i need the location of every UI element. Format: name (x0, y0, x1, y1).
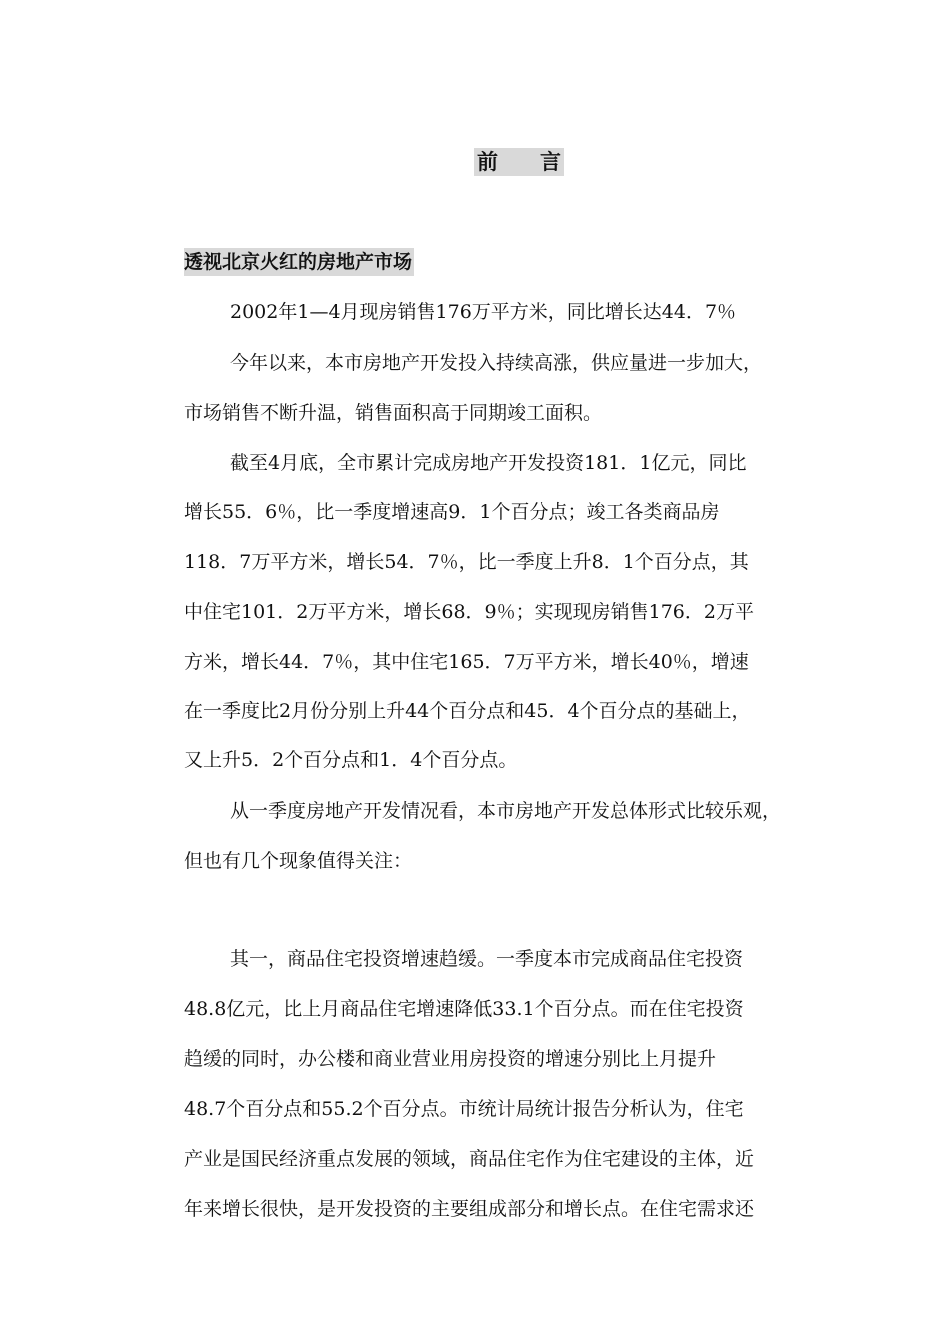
paragraph-line: 从一季度房地产开发情况看，本市房地产开发总体形式比较乐观， (230, 800, 782, 822)
section-heading: 透视北京火红的房地产市场 (184, 248, 414, 276)
paragraph-line: 年来增长很快，是开发投资的主要组成部分和增长点。在住宅需求还 (184, 1198, 755, 1220)
paragraph-line: 方米，增长44．7％，其中住宅165．7万平方米，增长40％，增速 (184, 651, 749, 673)
paragraph-line: 48.8亿元，比上月商品住宅增速降低33.1个百分点。而在住宅投资 (184, 998, 744, 1020)
paragraph-line: 118．7万平方米，增长54．7％，比一季度上升8．1个百分点，其 (184, 551, 749, 573)
paragraph-line: 市场销售不断升温，销售面积高于同期竣工面积。 (184, 402, 603, 424)
paragraph-line: 48.7个百分点和55.2个百分点。市统计局统计报告分析认为，住宅 (184, 1098, 744, 1120)
paragraph-line: 在一季度比2月份分别上升44个百分点和45．4个百分点的基础上， (184, 700, 751, 722)
paragraph-line: 但也有几个现象值得关注： (184, 850, 413, 872)
paragraph-line: 2002年1—4月现房销售176万平方米，同比增长达44．7％ (230, 301, 737, 323)
paragraph-line: 其一，商品住宅投资增速趋缓。一季度本市完成商品住宅投资 (230, 948, 744, 970)
paragraph-line: 今年以来，本市房地产开发投入持续高涨，供应量进一步加大， (230, 352, 763, 374)
paragraph-line: 中住宅101．2万平方米，增长68．9％；实现现房销售176．2万平 (184, 601, 754, 623)
paragraph-line: 趋缓的同时，办公楼和商业营业用房投资的增速分别比上月提升 (184, 1048, 717, 1070)
title-char-1: 前 (477, 150, 498, 174)
title-char-2: 言 (540, 150, 561, 174)
paragraph-line: 截至4月底，全市累计完成房地产开发投资181．1亿元，同比 (230, 452, 747, 474)
paragraph-line: 增长55．6％，比一季度增速高9．1个百分点；竣工各类商品房 (184, 501, 720, 523)
paragraph-line: 产业是国民经济重点发展的领域，商品住宅作为住宅建设的主体，近 (184, 1148, 755, 1170)
paragraph-line: 又上升5．2个百分点和1．4个百分点。 (184, 749, 518, 771)
page-title (474, 148, 564, 176)
